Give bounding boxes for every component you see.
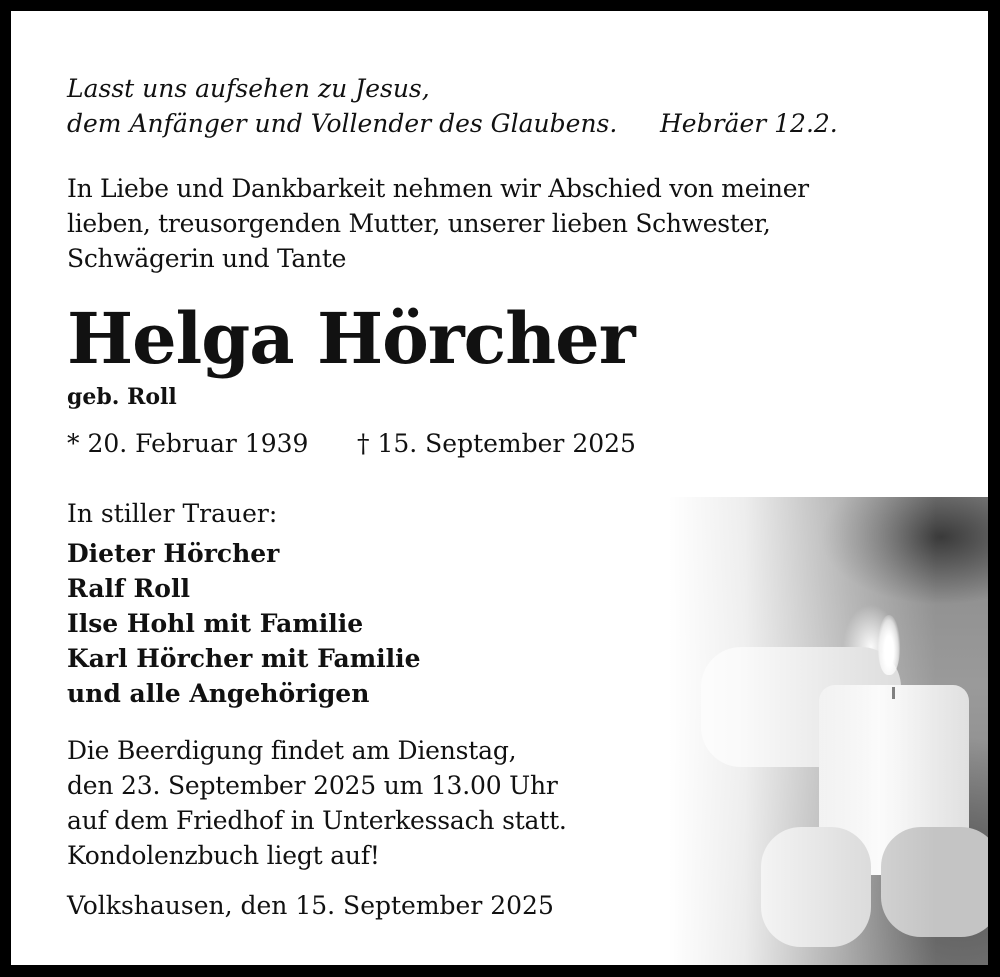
bible-verse <box>67 71 838 141</box>
mourners-label: In stiller Trauer: <box>67 499 278 528</box>
mourner-name: Ralf Roll <box>67 574 190 603</box>
mourners-list <box>67 536 421 711</box>
funeral-line: Die Beerdigung findet am Dienstag, <box>67 736 517 765</box>
maiden-name: geb. Roll <box>67 384 177 410</box>
obituary-notice <box>11 11 988 965</box>
verse-line: Lasst uns aufsehen zu Jesus, <box>67 74 430 103</box>
intro-text <box>67 171 809 276</box>
candle-shape <box>819 685 969 875</box>
death-date: † 15. September 2025 <box>357 429 636 458</box>
intro-line: In Liebe und Dankbarkeit nehmen wir Abschied von meiner <box>67 174 809 203</box>
left-hand-shape <box>761 827 871 947</box>
intro-line: Schwägerin und Tante <box>67 244 347 273</box>
right-hand-shape <box>881 827 988 937</box>
mourner-name: Dieter Hörcher <box>67 539 280 568</box>
candle-in-hands-photo <box>641 497 988 965</box>
funeral-info <box>67 733 567 873</box>
mourner-name: Ilse Hohl mit Familie <box>67 609 364 638</box>
hand-shape <box>701 647 901 767</box>
wick-shape <box>892 687 895 699</box>
funeral-line: Kondolenzbuch liegt auf! <box>67 841 380 870</box>
place-and-date: Volkshausen, den 15. September 2025 <box>67 891 554 920</box>
funeral-line: den 23. September 2025 um 13.00 Uhr <box>67 771 558 800</box>
deceased-name: Helga Hörcher <box>67 297 635 380</box>
mourner-name: Karl Hörcher mit Familie <box>67 644 421 673</box>
funeral-line: auf dem Friedhof in Unterkessach statt. <box>67 806 567 835</box>
verse-reference: Hebräer 12.2. <box>660 109 838 138</box>
intro-line: lieben, treusorgenden Mutter, unserer lieben Schwester, <box>67 209 771 238</box>
flame-shape <box>878 615 900 675</box>
birth-date: * 20. Februar 1939 <box>67 429 309 458</box>
verse-line: dem Anfänger und Vollender des Glaubens. <box>67 109 618 138</box>
mourner-name: und alle Angehörigen <box>67 679 370 708</box>
life-dates <box>67 429 636 458</box>
